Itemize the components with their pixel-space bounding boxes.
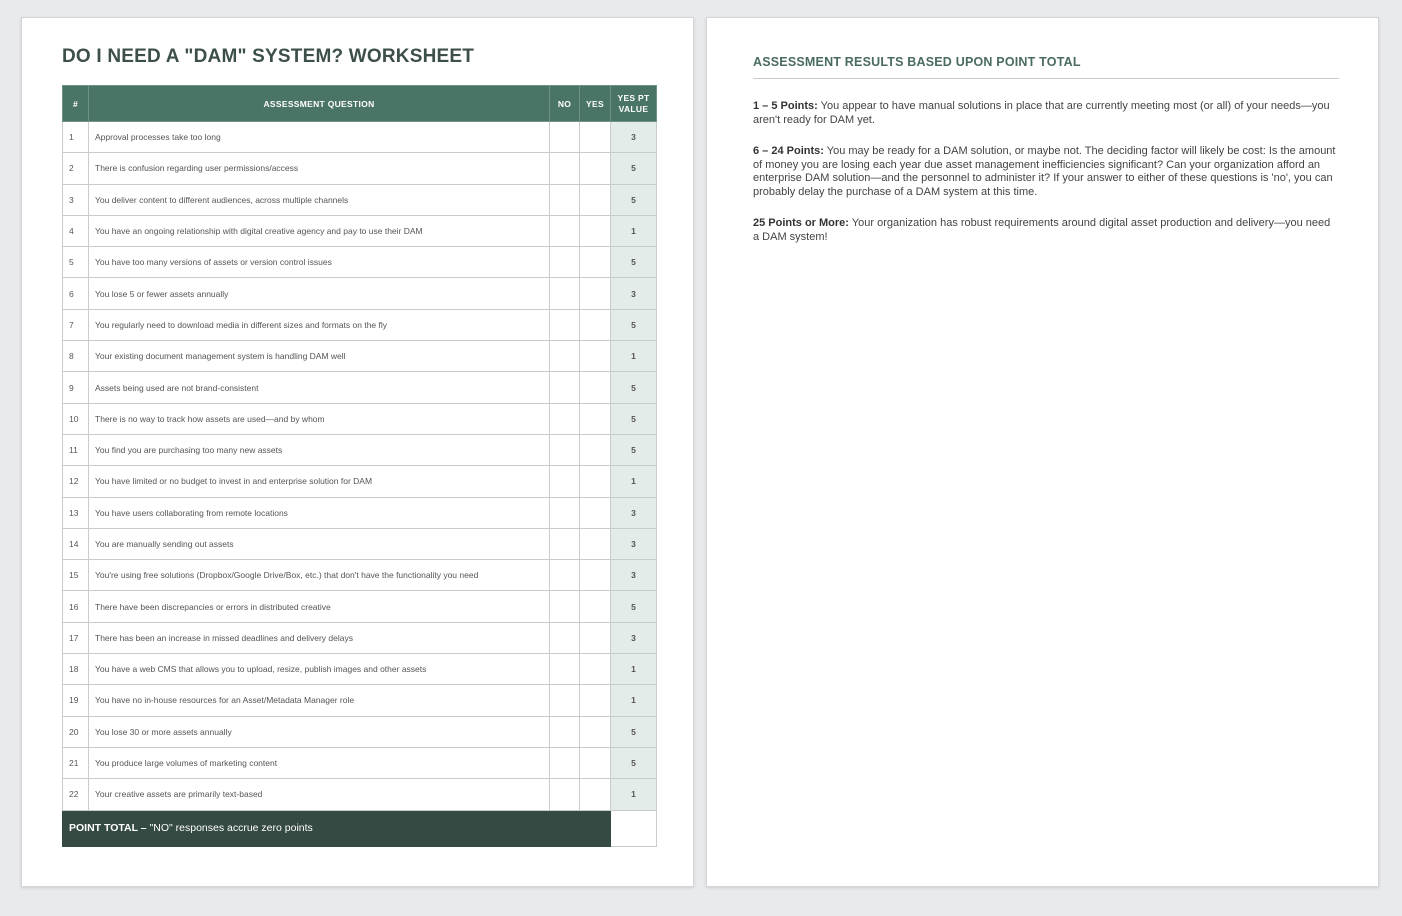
row-number: 12: [63, 466, 89, 497]
result-label: 25 Points or More:: [753, 217, 849, 229]
row-number: 14: [63, 528, 89, 559]
row-yes-checkbox-cell[interactable]: [580, 528, 611, 559]
row-yes-checkbox-cell[interactable]: [580, 184, 611, 215]
row-points-value: 5: [611, 153, 657, 184]
row-points-value: 5: [611, 247, 657, 278]
row-question: Approval processes take too long: [89, 122, 550, 153]
row-points-value: 3: [611, 560, 657, 591]
result-item-25-plus: [753, 217, 1339, 244]
row-question: You have limited or no budget to invest in and enterprise solution for DAM: [89, 466, 550, 497]
row-number: 6: [63, 278, 89, 309]
row-number: 7: [63, 309, 89, 340]
row-yes-checkbox-cell[interactable]: [580, 716, 611, 747]
row-no-checkbox-cell[interactable]: [550, 591, 580, 622]
row-yes-checkbox-cell[interactable]: [580, 247, 611, 278]
row-yes-checkbox-cell[interactable]: [580, 215, 611, 246]
assessment-table: [62, 85, 657, 847]
table-row: [63, 184, 657, 215]
row-points-value: 5: [611, 747, 657, 778]
row-yes-checkbox-cell[interactable]: [580, 403, 611, 434]
row-question: There has been an increase in missed deadlines and delivery delays: [89, 622, 550, 653]
table-row: [63, 622, 657, 653]
row-yes-checkbox-cell[interactable]: [580, 434, 611, 465]
row-no-checkbox-cell[interactable]: [550, 184, 580, 215]
row-yes-checkbox-cell[interactable]: [580, 747, 611, 778]
row-no-checkbox-cell[interactable]: [550, 153, 580, 184]
table-row: [63, 309, 657, 340]
row-question: Your creative assets are primarily text-based: [89, 779, 550, 810]
row-question: Assets being used are not brand-consistent: [89, 372, 550, 403]
row-no-checkbox-cell[interactable]: [550, 654, 580, 685]
header-yes-pt-value: [611, 86, 657, 122]
table-row: [63, 560, 657, 591]
row-points-value: 5: [611, 434, 657, 465]
row-yes-checkbox-cell[interactable]: [580, 466, 611, 497]
row-number: 10: [63, 403, 89, 434]
row-points-value: 5: [611, 403, 657, 434]
row-no-checkbox-cell[interactable]: [550, 341, 580, 372]
point-total-label-note: "NO" responses accrue zero points: [149, 822, 313, 835]
result-text: You may be ready for a DAM solution, or maybe not. The deciding factor will likely be cost: Is the amount of money you are losing each year due asset management inefficiencies significant? Can your organization afford an enterprise DAM solution—and the personnel to administer it? If your answer to either of these questions is 'no', you can probably delay the purchase of a DAM system at this time.: [753, 145, 1336, 198]
row-number: 5: [63, 247, 89, 278]
result-item-1-5: [753, 100, 1339, 127]
row-no-checkbox-cell[interactable]: [550, 528, 580, 559]
row-no-checkbox-cell[interactable]: [550, 716, 580, 747]
row-points-value: 1: [611, 654, 657, 685]
result-label: 6 – 24 Points:: [753, 145, 824, 157]
row-number: 19: [63, 685, 89, 716]
table-row: [63, 434, 657, 465]
row-points-value: 5: [611, 716, 657, 747]
row-number: 22: [63, 779, 89, 810]
results-title: ASSESSMENT RESULTS BASED UPON POINT TOTAL: [753, 55, 1339, 79]
table-row: [63, 153, 657, 184]
results-page: [706, 17, 1379, 887]
row-no-checkbox-cell[interactable]: [550, 560, 580, 591]
table-row: [63, 654, 657, 685]
row-yes-checkbox-cell[interactable]: [580, 497, 611, 528]
worksheet-page: [21, 17, 694, 887]
row-points-value: 1: [611, 215, 657, 246]
table-row: [63, 372, 657, 403]
row-number: 13: [63, 497, 89, 528]
table-row: [63, 528, 657, 559]
row-question: You have an ongoing relationship with digital creative agency and pay to use their DAM: [89, 215, 550, 246]
row-number: 16: [63, 591, 89, 622]
row-number: 3: [63, 184, 89, 215]
row-points-value: 3: [611, 497, 657, 528]
row-question: You have too many versions of assets or version control issues: [89, 247, 550, 278]
table-row: [63, 497, 657, 528]
row-yes-checkbox-cell[interactable]: [580, 779, 611, 810]
results-body: [753, 100, 1339, 262]
row-number: 21: [63, 747, 89, 778]
row-yes-checkbox-cell[interactable]: [580, 622, 611, 653]
row-question: There is no way to track how assets are used—and by whom: [89, 403, 550, 434]
result-text: You appear to have manual solutions in place that are currently meeting most (or all) of your needs—you aren't ready for DAM yet.: [753, 100, 1330, 126]
row-no-checkbox-cell[interactable]: [550, 685, 580, 716]
row-question: You deliver content to different audiences, across multiple channels: [89, 184, 550, 215]
row-question: You lose 30 or more assets annually: [89, 716, 550, 747]
row-points-value: 3: [611, 122, 657, 153]
header-pt-line2: VALUE: [618, 103, 649, 114]
header-number: #: [63, 86, 89, 122]
row-no-checkbox-cell[interactable]: [550, 434, 580, 465]
row-question: You find you are purchasing too many new assets: [89, 434, 550, 465]
row-question: There is confusion regarding user permissions/access: [89, 153, 550, 184]
row-yes-checkbox-cell[interactable]: [580, 122, 611, 153]
result-item-6-24: [753, 145, 1339, 199]
point-total-row: [63, 810, 657, 846]
row-yes-checkbox-cell[interactable]: [580, 309, 611, 340]
table-row: [63, 215, 657, 246]
row-points-value: 1: [611, 779, 657, 810]
row-points-value: 3: [611, 528, 657, 559]
row-question: You regularly need to download media in different sizes and formats on the fly: [89, 309, 550, 340]
table-row: [63, 122, 657, 153]
header-yes: YES: [580, 86, 611, 122]
row-question: Your existing document management system is handling DAM well: [89, 341, 550, 372]
row-no-checkbox-cell[interactable]: [550, 372, 580, 403]
row-points-value: 5: [611, 309, 657, 340]
row-question: You have no in-house resources for an Asset/Metadata Manager role: [89, 685, 550, 716]
row-number: 9: [63, 372, 89, 403]
point-total-label-bold: POINT TOTAL –: [69, 822, 150, 835]
row-points-value: 3: [611, 278, 657, 309]
row-no-checkbox-cell[interactable]: [550, 247, 580, 278]
row-question: You produce large volumes of marketing content: [89, 747, 550, 778]
worksheet-title: DO I NEED A "DAM" SYSTEM? WORKSHEET: [62, 46, 475, 67]
row-yes-checkbox-cell[interactable]: [580, 372, 611, 403]
row-number: 2: [63, 153, 89, 184]
row-yes-checkbox-cell[interactable]: [580, 560, 611, 591]
row-number: 15: [63, 560, 89, 591]
row-no-checkbox-cell[interactable]: [550, 622, 580, 653]
result-label: 1 – 5 Points:: [753, 100, 818, 112]
row-yes-checkbox-cell[interactable]: [580, 278, 611, 309]
row-number: 20: [63, 716, 89, 747]
row-points-value: 5: [611, 591, 657, 622]
row-yes-checkbox-cell[interactable]: [580, 654, 611, 685]
row-points-value: 5: [611, 184, 657, 215]
row-number: 18: [63, 654, 89, 685]
row-no-checkbox-cell[interactable]: [550, 215, 580, 246]
table-row: [63, 403, 657, 434]
table-header-row: [63, 86, 657, 122]
row-question: You lose 5 or fewer assets annually: [89, 278, 550, 309]
result-text: Your organization has robust requirements around digital asset production and delivery—you need a DAM system!: [753, 217, 1331, 243]
row-points-value: 1: [611, 466, 657, 497]
row-number: 8: [63, 341, 89, 372]
row-number: 4: [63, 215, 89, 246]
row-points-value: 1: [611, 685, 657, 716]
header-question: ASSESSMENT QUESTION: [89, 86, 550, 122]
row-no-checkbox-cell[interactable]: [550, 278, 580, 309]
row-no-checkbox-cell[interactable]: [550, 779, 580, 810]
row-number: 17: [63, 622, 89, 653]
row-yes-checkbox-cell[interactable]: [580, 685, 611, 716]
row-no-checkbox-cell[interactable]: [550, 122, 580, 153]
table-row: [63, 466, 657, 497]
row-yes-checkbox-cell[interactable]: [580, 591, 611, 622]
row-no-checkbox-cell[interactable]: [550, 309, 580, 340]
table-row: [63, 716, 657, 747]
row-question: You have users collaborating from remote locations: [89, 497, 550, 528]
row-question: There have been discrepancies or errors in distributed creative: [89, 591, 550, 622]
table-row: [63, 747, 657, 778]
table-row: [63, 685, 657, 716]
table-row: [63, 591, 657, 622]
row-no-checkbox-cell[interactable]: [550, 747, 580, 778]
row-no-checkbox-cell[interactable]: [550, 497, 580, 528]
row-points-value: 3: [611, 622, 657, 653]
header-pt-line1: YES PT: [617, 92, 650, 103]
row-number: 11: [63, 434, 89, 465]
row-no-checkbox-cell[interactable]: [550, 466, 580, 497]
row-yes-checkbox-cell[interactable]: [580, 341, 611, 372]
row-no-checkbox-cell[interactable]: [550, 403, 580, 434]
row-number: 1: [63, 122, 89, 153]
table-row: [63, 779, 657, 810]
row-points-value: 5: [611, 372, 657, 403]
header-no: NO: [550, 86, 580, 122]
row-question: You have a web CMS that allows you to upload, resize, publish images and other assets: [89, 654, 550, 685]
row-question: You're using free solutions (Dropbox/Google Drive/Box, etc.) that don't have the functionality you need: [89, 560, 550, 591]
table-row: [63, 278, 657, 309]
table-row: [63, 341, 657, 372]
table-row: [63, 247, 657, 278]
row-yes-checkbox-cell[interactable]: [580, 153, 611, 184]
point-total-label: [63, 810, 611, 846]
row-question: You are manually sending out assets: [89, 528, 550, 559]
point-total-value-cell[interactable]: [611, 810, 657, 846]
row-points-value: 1: [611, 341, 657, 372]
